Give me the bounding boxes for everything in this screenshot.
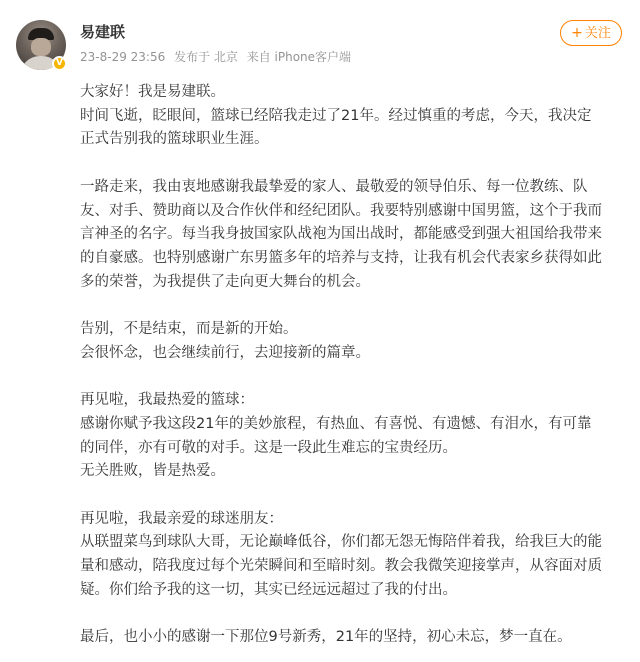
- follow-button-label: 关注: [584, 26, 611, 41]
- content-line: 再见啦，我最亲爱的球迷朋友：: [80, 510, 283, 527]
- content-line: 从联盟菜鸟到球队大哥，无论巅峰低谷，你们都无怨无悔陪伴着我，给我巨大的能: [80, 534, 602, 551]
- content-line: 会很怀念，也会继续前行，去迎接新的篇章。: [80, 344, 370, 361]
- paragraph-gap: [80, 294, 628, 318]
- content-line: 感谢你赋予我这段21年的美妙旅程，有热血、有喜悦、有遗憾、有泪水，有可靠: [80, 415, 592, 432]
- content-line: 最后，也小小的感谢一下那位9号新秀，21年的坚持，初心未忘，梦一直在。: [80, 629, 572, 646]
- post-time[interactable]: 23-8-29 23:56: [80, 50, 166, 64]
- content-line: 正式告别我的篮球职业生涯。: [80, 131, 269, 148]
- content-line: 友、对手、赞助商以及合作伙伴和经纪团队。我要特别感谢中国男篮，这个于我而: [80, 202, 602, 219]
- content-line: 告别，不是结束，而是新的开始。: [80, 321, 298, 337]
- content-line: 量和感动，陪我度过每个光荣瞬间和至暗时刻。教会我微笑迎接掌声，从容面对质: [80, 558, 602, 574]
- paragraph-gap: [80, 484, 628, 508]
- avatar-face-shape: [31, 38, 51, 56]
- verified-badge-icon: V: [52, 56, 67, 71]
- content-line: 一路走来，我由衷地感谢我最挚爱的家人、最敬爱的领导伯乐、每一位教练、队: [80, 178, 588, 195]
- post-location: 发布于 北京: [174, 50, 238, 64]
- follow-button[interactable]: [560, 20, 622, 46]
- paragraph-gap: [80, 152, 628, 176]
- content-line: 再见啦，我最热爱的篮球：: [80, 392, 254, 409]
- content-line: 时间飞逝，眨眼间，篮球已经陪我走过了21年。经过慎重的考虑，今天，我决定: [80, 107, 592, 124]
- plus-icon: +: [571, 25, 583, 41]
- content-line: 的同伴，亦有可敬的对手。这是一段此生难忘的宝贵经历。: [80, 439, 457, 456]
- post-content: [80, 81, 628, 650]
- post-meta: [80, 48, 351, 66]
- content-line: 言神圣的名字。每当我身披国家队战袍为国出战时，都能感受到强大祖国给我带来: [80, 226, 602, 243]
- content-line: 的自豪感。也特别感谢广东男篮多年的培养与支持，让我有机会代表家乡获得如此: [80, 249, 602, 266]
- paragraph-gap: [80, 365, 628, 389]
- paragraph-gap: [80, 602, 628, 626]
- content-line: 大家好！我是易建联。: [80, 84, 225, 100]
- author-name[interactable]: 易建联: [80, 23, 126, 41]
- post-source: 来自 iPhone客户端: [246, 50, 352, 64]
- content-line: 多的荣誉，为我提供了走向更大舞台的机会。: [80, 273, 370, 290]
- content-line: 无关胜败，皆是热爱。: [80, 463, 225, 480]
- content-line: 疑。你们给予我的这一切，其实已经远远超过了我的付出。: [80, 581, 457, 598]
